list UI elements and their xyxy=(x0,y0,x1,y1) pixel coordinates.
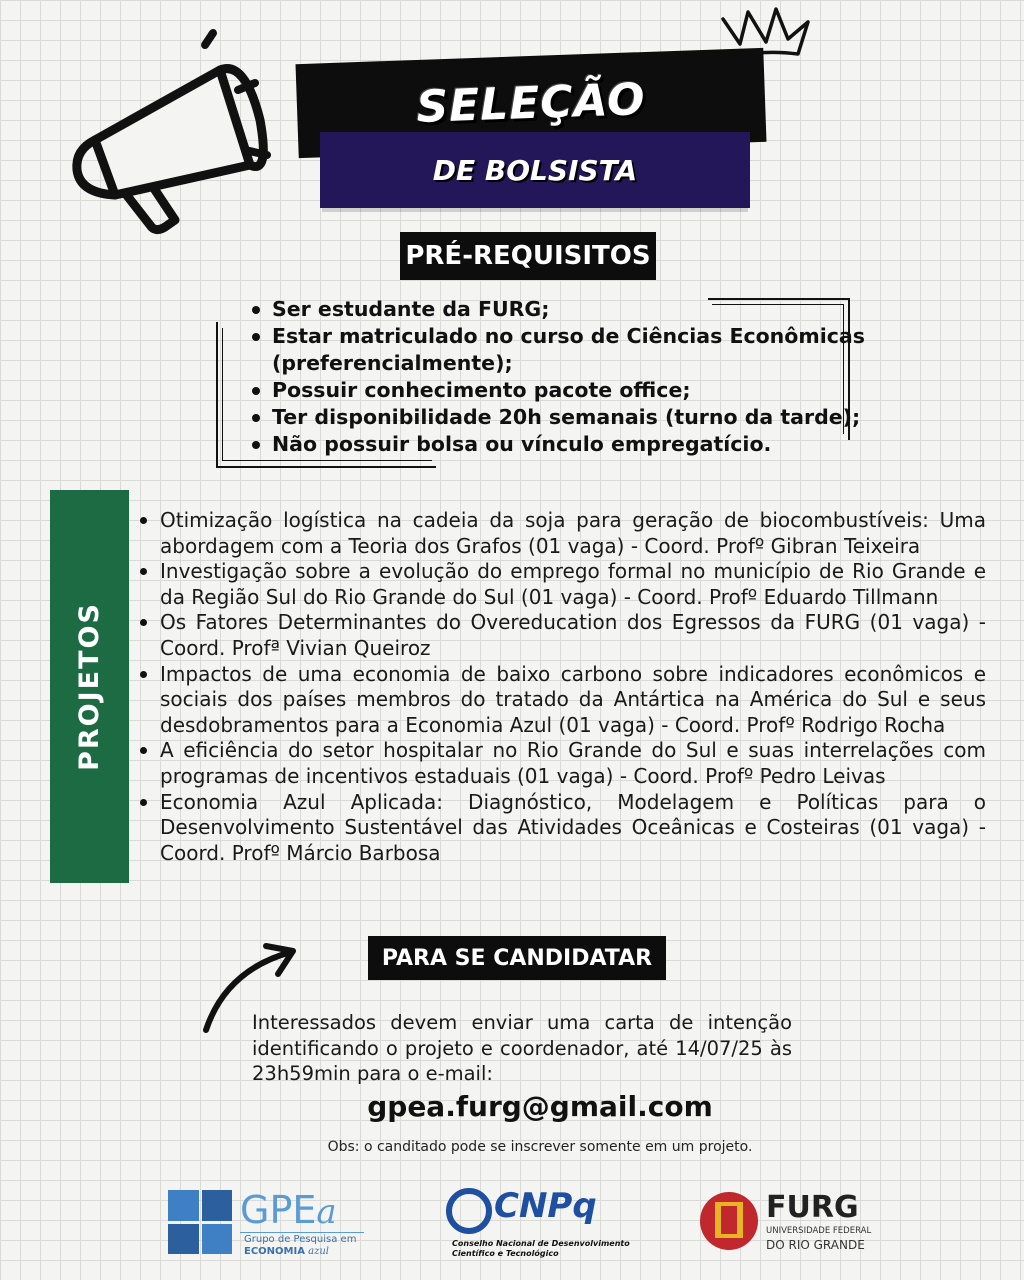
gpea-tagline-1: Grupo de Pesquisa em xyxy=(244,1234,357,1245)
furg-emblem-icon xyxy=(700,1192,758,1250)
list-item: Investigação sobre a evolução do emprego formal no município de Rio Grande e da Região Sul do Rio Grande do Sul (01 vaga) - Coord. Profº Eduardo Tillmann xyxy=(136,559,986,610)
cnpq-tagline-2: Científico e Tecnológico xyxy=(452,1249,559,1258)
gpea-name: GPE xyxy=(240,1188,317,1232)
furg-name: FURG xyxy=(766,1190,859,1225)
apply-instructions: Interessados devem enviar uma carta de intenção identificando o projeto e coordenador, até 14/07/25 às 23h59min para o e-mail: xyxy=(252,1011,792,1086)
list-item: Não possuir bolsa ou vínculo empregatício. xyxy=(246,431,866,458)
page-subtitle: DE BOLSISTA xyxy=(432,153,638,187)
list-item: Ser estudante da FURG; xyxy=(246,296,866,323)
bracket-line xyxy=(216,466,436,468)
contact-email[interactable]: gpea.furg@gmail.com xyxy=(367,1090,713,1123)
gpea-logo xyxy=(168,1188,368,1258)
list-item: Estar matriculado no curso de Ciências Econômicas (preferencialmente); xyxy=(246,323,866,377)
furg-logo xyxy=(700,1190,870,1256)
projects-sidebar xyxy=(50,490,129,883)
bracket-line xyxy=(216,322,218,468)
list-item: Ter disponibilidade 20h semanais (turno da tarde); xyxy=(246,404,866,431)
apply-heading: PARA SE CANDIDATAR xyxy=(368,936,666,980)
bracket-line xyxy=(222,460,432,461)
cnpq-name: CNPq xyxy=(494,1186,597,1226)
projects-list xyxy=(136,508,986,866)
projects-heading: PROJETOS xyxy=(74,602,105,771)
cnpq-emblem-icon xyxy=(446,1188,492,1234)
gpea-name-suffix: a xyxy=(316,1192,337,1232)
requirements-heading: PRÉ-REQUISITOS xyxy=(400,232,656,280)
bracket-line xyxy=(222,328,223,460)
list-item: Possuir conhecimento pacote office; xyxy=(246,377,866,404)
furg-tagline-2: DO RIO GRANDE xyxy=(766,1238,865,1252)
page-title: SELEÇÃO xyxy=(415,73,647,133)
gpea-tagline-2-suffix: azul xyxy=(308,1246,330,1257)
apply-note: Obs: o canditado pode se inscrever somente em um projeto. xyxy=(327,1139,753,1155)
list-item: A eficiência do setor hospitalar no Rio Grande do Sul e suas interrelações com programas de incentivos estaduais (01 vaga) - Coord. Profº Pedro Leivas xyxy=(136,738,986,789)
list-item: Os Fatores Determinantes do Overeducation dos Egressos da FURG (01 vaga) - Coord. Profª Vivian Queiroz xyxy=(136,610,986,661)
list-item: Impactos de uma economia de baixo carbono sobre indicadores econômicos e sociais dos países membros do tratado da Antártica na América do Sul e seus desdobramentos para a Economia Azul (01 vaga) - Coord. Profº Rodrigo Rocha xyxy=(136,662,986,739)
list-item: Economia Azul Aplicada: Diagnóstico, Modelagem e Políticas para o Desenvolvimento Sustentável das Atividades Oceânicas e Costeiras (01 vaga) - Coord. Profº Márcio Barbosa xyxy=(136,790,986,867)
cnpq-tagline-1: Conselho Nacional de Desenvolvimento xyxy=(452,1239,630,1248)
gpea-tagline-2: ECONOMIA xyxy=(244,1246,305,1257)
cnpq-logo xyxy=(446,1186,630,1262)
subtitle-banner xyxy=(320,132,750,208)
furg-tagline-1: UNIVERSIDADE FEDERAL xyxy=(766,1226,872,1236)
requirements-list xyxy=(246,296,866,458)
megaphone-icon xyxy=(55,25,285,240)
list-item: Otimização logística na cadeia da soja para geração de biocombustíveis: Uma abordagem com a Teoria dos Grafos (01 vaga) - Coord. Profº Gibran Teixeira xyxy=(136,508,986,559)
